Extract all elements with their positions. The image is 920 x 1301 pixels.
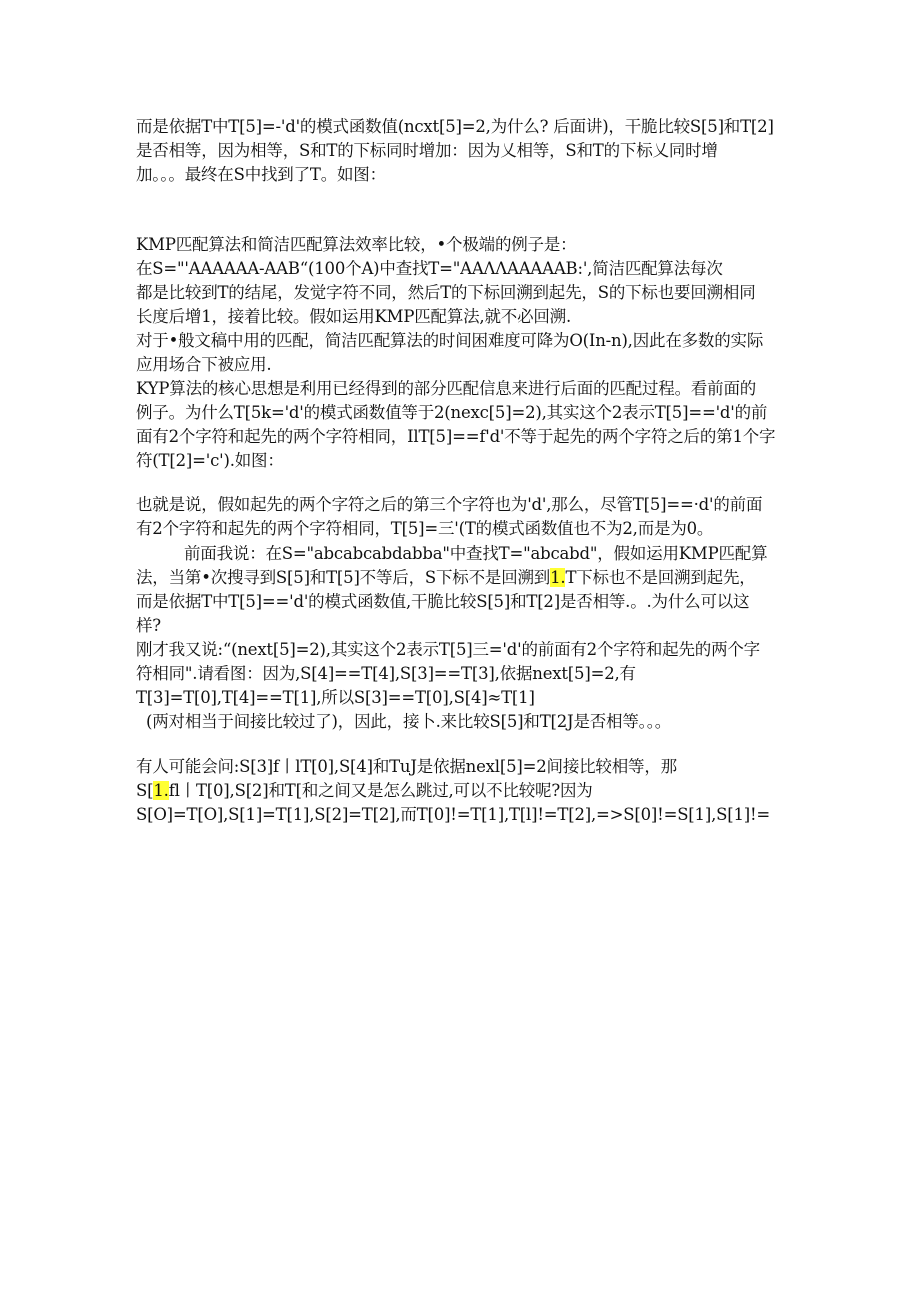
highlighted-text: 1. — [550, 568, 566, 587]
text-span: S[ — [136, 781, 154, 800]
text-line: 面有2个字符和起先的两个字符相同，IlT[5]==f'd'不等于起先的两个字符之后的第1个字 — [136, 427, 776, 446]
text-line: (两对相当于间接比较过了)，因此，接卜.来比较S[5]和T[2J是否相等。。。 — [146, 712, 672, 731]
paragraph-kmp-intro — [136, 115, 796, 187]
text-line: 有2个字符和起先的两个字符相同，T[5]=三'(T的模式函数值也不为2,而是为0。 — [136, 519, 714, 538]
text-span: fl丨T[0],S[2]和T[和之间又是怎么跳过,可以不比较呢?因为 — [168, 781, 593, 800]
text-span: 法，当第•次搜寻到S[5]和T[5]不等后，S下标不是回溯到 — [136, 568, 551, 587]
text-line: 应用场合下被应用. — [136, 355, 272, 374]
text-line — [136, 566, 796, 590]
text-line: S[O]=T[O],S[1]=T[1],S[2]=T[2],而T[0]!=T[1],T[l]!=T[2],=>S[0]!=S[1],S[1]!= — [136, 805, 771, 824]
text-line: T[3]=T[0],T[4]==T[1],所以S[3]==T[0],S[4]≈T[1] — [136, 688, 535, 707]
text-line: 也就是说，假如起先的两个字符之后的第三个字符也为'd',那么，尽管T[5]==·d'的前面 — [136, 495, 763, 514]
text-line: 而是依据T中T[5]=-'d'的模式函数值(ncxt[5]=2,为什么? 后面讲)，干脆比较S[5]和T[2] — [136, 117, 774, 136]
text-line: 是否相等，因为相等，S和T的下标同时增加：因为乂相等，S和T的下标乂同时增 — [136, 141, 718, 160]
text-line: 符相同".请看图：因为,S[4]==T[4],S[3]==T[3],依据next[5]=2,有 — [136, 664, 636, 683]
paragraph-efficiency-comparison — [136, 233, 796, 473]
text-line — [136, 779, 796, 803]
paragraph-question — [136, 755, 796, 827]
text-line: 而是依据T中T[5]=='d'的模式函数值,干脆比较S[5]和T[2]是否相等.。.为什么可以这 — [136, 592, 750, 611]
text-line: KYP算法的核心思想是利用已经得到的部分匹配信息来进行后面的匹配过程。看前面的 — [136, 379, 757, 398]
text-line: 例子。为什么T[5k='d'的模式函数值等于2(nexc[5]=2),其实这个2表示T[5]=='d'的前 — [136, 403, 768, 422]
text-line: 对于•般文稿中用的匹配，简洁匹配算法的时间困难度可降为O(In-n),因此在多数的实际 — [136, 331, 764, 350]
paragraph-third-char — [136, 493, 796, 541]
text-line: 符(T[2]='c').如图： — [136, 451, 284, 470]
text-line: 都是比较到T的结尾，发觉字符不同，然后T的下标回溯到起先，S的下标也要回溯相同 — [136, 283, 756, 302]
text-line: 样? — [136, 616, 161, 635]
highlighted-text: 1. — [153, 781, 169, 800]
text-line: KMP匹配算法和简洁匹配算法效率比较，•个极端的例子是： — [136, 235, 577, 254]
text-line: 长度后增1，接着比较。假如运用KMP匹配算法,就不必回溯. — [136, 307, 572, 326]
text-line: 有人可能会问:S[3]f丨lT[0],S[4]和TuJ是依据nexl[5]=2间接比较相等，那 — [136, 757, 677, 776]
text-span: T下标也不是回溯到起先， — [565, 568, 756, 587]
text-line: 在S="'AAAAAA-AAB“(100个A)中查找T="AAΛΛAAAAAB:',简洁匹配算法每次 — [136, 259, 723, 278]
text-line: 加。。。最终在S中找到了T。如图： — [136, 165, 386, 184]
text-line: 前面我说：在S="abcabcabdabba"中查找T="abcabd"，假如运用KMP匹配算 — [184, 544, 768, 563]
paragraph-explanation — [136, 542, 796, 734]
text-line: 刚才我又说:“(next[5]=2),其实这个2表示T[5]三='d'的前面有2个字符和起先的两个字 — [136, 640, 760, 659]
